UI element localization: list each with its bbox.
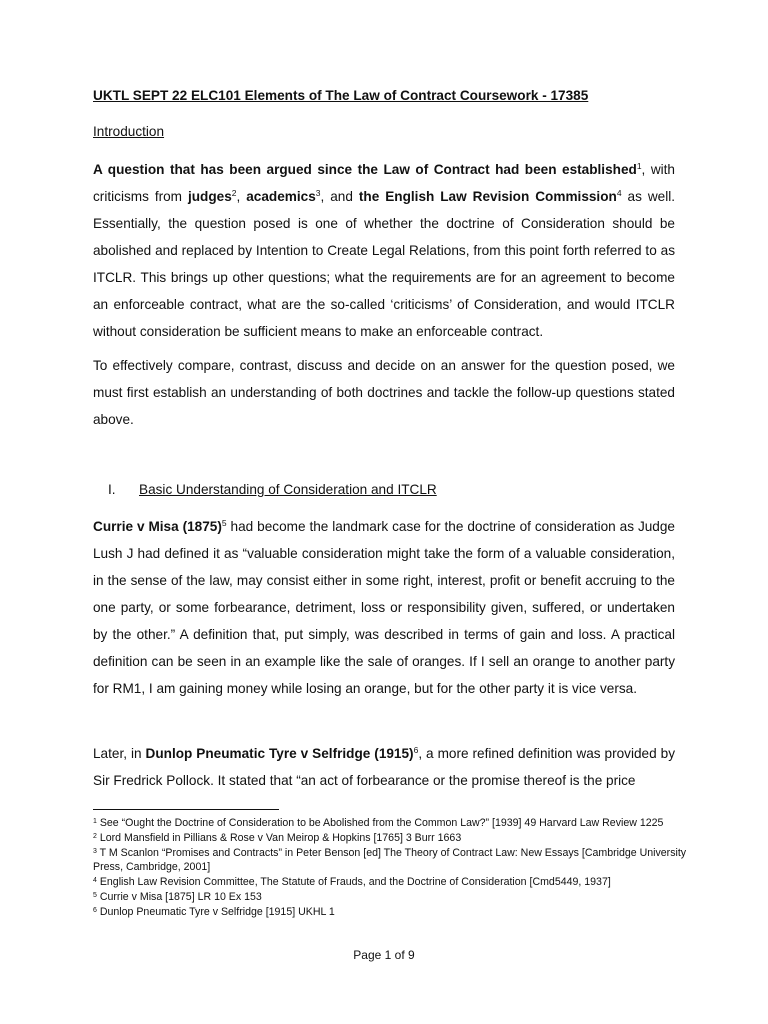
footnote-ref-1: 1 xyxy=(636,161,642,171)
footnote-number: 3 xyxy=(93,847,97,855)
footnote-number: 1 xyxy=(93,818,97,825)
intro-lead-sentence: A question that has been argued since the Law of Contract had been established xyxy=(93,162,637,177)
footnote-text: English Law Revision Committee, The Statute of Frauds, and the Doctrine of Consideration [Cmd5449, 1937] xyxy=(96,876,611,889)
footnotes xyxy=(93,816,693,920)
intro-judges: judges xyxy=(187,189,232,204)
footnote-ref-2: 2 xyxy=(231,188,237,198)
intro-paragraph-1 xyxy=(93,156,675,345)
document-title: UKTL SEPT 22 ELC101 Elements of The Law of Contract Coursework - 17385 xyxy=(93,88,589,103)
footnote-number: 5 xyxy=(93,891,97,899)
section-1-heading xyxy=(108,482,437,497)
section-1-number: I. xyxy=(108,482,116,497)
footnote xyxy=(93,846,693,876)
intro-text-fragment: , and xyxy=(320,189,359,204)
intro-academics: academics xyxy=(246,189,316,204)
footnote-text: See “Ought the Doctrine of Consideration to be Abolished from the Common Law?” [1939] 49 Harvard Law Review 1225 xyxy=(96,817,664,829)
section-1-paragraph-1-text: had become the landmark case for the doctrine of consideration as Judge Lush J had defined it as “valuable consideration might take the form of a valuable consideration, in the sense of the law, may consist either in some right, interest, profit or benefit accruing to the one party, or some forbearance, detriment, loss or responsibility given, suffered, or undertaken by the other.” A definition that, put simply, was described in terms of gain and loss. A practical definition can be seen in an example like the sale of oranges. If I sell an orange to another party for RM1, I am gaining money while losing an orange, but for the other party it is vice versa. xyxy=(93,519,675,696)
footnote-number: 2 xyxy=(93,832,97,840)
footnote xyxy=(93,816,693,831)
footnote-text: Lord Mansfield in Pillians & Rose v Van Meirop & Hopkins [1765] 3 Burr 1663 xyxy=(96,831,462,844)
footnote-ref-6: 6 xyxy=(413,745,419,755)
intro-text-fragment: as well. Essentially, the question posed is one of whether the doctrine of Consideration should be abolished and replaced by Intention to Create Legal Relations, from this point forth referred to as ITCLR. This brings up other questions; what the requirements are for an agreement to become an enforceable contract, what are the so-called ‘criticisms’ of Consideration, and would ITCLR without consideration be sufficient means to make an enforceable contract. xyxy=(93,189,676,339)
footnote-separator xyxy=(93,809,279,810)
footnote xyxy=(93,831,693,846)
footnote xyxy=(93,875,693,890)
section-1-paragraph-1 xyxy=(93,513,675,702)
section-1-paragraph-2-lead: Later, in xyxy=(93,746,146,761)
footnote xyxy=(93,905,693,920)
section-1-title: Basic Understanding of Consideration and ITCLR xyxy=(139,482,437,497)
intro-commission: the English Law Revision Commission xyxy=(358,189,617,204)
case-dunlop-v-selfridge: Dunlop Pneumatic Tyre v Selfridge (1915) xyxy=(145,746,414,761)
intro-text-fragment: , with criticisms from xyxy=(93,162,675,204)
intro-text-fragment: , xyxy=(236,189,247,204)
footnote-number: 4 xyxy=(93,877,97,885)
footnote-ref-5: 5 xyxy=(221,518,227,528)
footnote-text: T M Scanlon “Promises and Contracts” in Peter Benson [ed] The Theory of Contract Law: New Essays [Cambridge University Press, Cambridge, 2001] xyxy=(93,846,687,874)
footnote xyxy=(93,890,693,905)
footnote-ref-4: 4 xyxy=(616,188,622,198)
introduction-heading: Introduction xyxy=(93,124,165,139)
footnote-text: Currie v Misa [1875] LR 10 Ex 153 xyxy=(96,890,262,903)
footnote-text: Dunlop Pneumatic Tyre v Selfridge [1915] UKHL 1 xyxy=(96,905,335,918)
intro-paragraph-2: To effectively compare, contrast, discuss and decide on an answer for the question posed, we must first establish an understanding of both doctrines and tackle the follow-up questions stated above. xyxy=(93,358,675,427)
section-1-paragraph-2 xyxy=(93,740,675,794)
case-currie-v-misa: Currie v Misa (1875) xyxy=(93,519,222,534)
footnote-number: 6 xyxy=(93,906,97,914)
section-1-paragraph-2-text: , a more refined definition was provided by Sir Fredrick Pollock. It stated that “an act of forbearance or the promise thereof is the price xyxy=(93,746,675,788)
footnote-ref-3: 3 xyxy=(315,188,321,198)
page-number: Page 1 of 9 xyxy=(353,948,415,962)
